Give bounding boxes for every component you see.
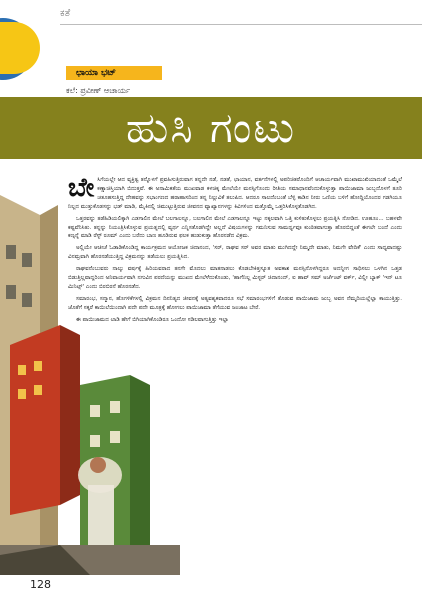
article-body — [68, 173, 402, 328]
author-name: ಛಾಯಾ ಭಟ್ — [76, 68, 116, 78]
paragraph: ಬೇಸಿಗೆಯಲ್ಲೇ ಆದ ವ್ಯಕ್ತಿತ್ವ ತನ್ನೊಳಗೆ ಪ್ರವಹಿಸುತ್ತಿರುವಾಗ ತನ್ನದೇ ನಡೆ, ನಡತೆ, ಛಾಯಾನ, ವರ್ತನೆಗಳಲ್ಲಿ ಅಪರಿಚಿತರೊಂದಿಗೆ ಆಚಾರ್ಯವಾಗಿ ಮುಖಾಮುಖಿಯಾದಂತೆ ಒಮ್ಮೆಲೆ ಕಣ್ಣಾಚಿಸ್ತಿಯಾಗಿ ಬಿದುತ್ತವೆ. ಈ ಅನಾಮಿಕತೆಯ ಮುಖವಾಡ ಕಳಚಿಕ್ಕ ಮೇಲೆಯೇ ಮನಸ್ಸಿಗೊಂದು ರೀತಿಯ ಸಮಾಧಾನವೆಂದುಕೊಳ್ಳುತ್ತಾ ಪಾಯಿಜಾಮಾ ಜುಬ್ಬದೊಳಗೆ ತೂರಿ ಚತೂಹಸುತ್ತಿದ್ದ ದೇಹವನ್ನು ಸಭಾಂಗಣದ ಹರಾಹಾಸದಿಂದ ತನ್ನ ನಿಲ್ಲುವಿಕೆ ತಲುಪಿದ. ಆದರೂ ಸಾಲದೆಂಬಂತೆ ಬೆಳ್ಳಿ ಕಾಡಿನ ನೀರು ಒಣಿಯ ಬಳಿಗೆ ಹೋದ್ದಿಯೊಂದರ ಗಡಗಿಯೂ ನಿಲ್ಲದ ಮುತ್ತುಕೊಡಸನ್ನು ಭಡ್ ಮಾಡಿ, ಮೈಕಿನಲ್ಲಿ ಚಿಮುಟ್ಟುತ್ತಿರುವ ಜೀವನದ ವ್ಯಾಖ್ಯಾನಗಳನ್ನು ಕಿವಿಗಳಿಂದ ಮತ್ತೊಮ್ಮೆ ಒತ್ತರಿಸಿಕೊಳ್ಳತೊಡಗಿದ. — [68, 173, 402, 210]
paragraph: ಈ ಪಾಯಿಜಾಮದ ಲಾಡಿ ಹೇಗೆ ಬಿಗಿಯಾಗಿಕೊಂಡಿರೂ ಒಂದೋ ಸಡಿಲವಾಗುತ್ತಿತ್ತು ಇಲ್ಲಾ — [76, 316, 229, 323]
paragraph: ಸಮಾರಂಭ, ಸನ್ಮಾನ, ಹೊಗಳಿಕೆಗಳಲ್ಲಿ ವಿಕ್ರಮನ ದಿನನಿತ್ಯದ ಜೀವನಕ್ಕೆ ಅತ್ಯವಶ್ಯಕವಾದರೂ ಸಭೆ ಸಮಾರಂಭಗಳಿಗೆ ತೊಡುವ ಪಾಯಿಜಾಮ ಜುಬ್ಬ ಅವನ ನೆಮ್ಮದಿಯಲ್ಲೆಲ್ಲಾ ಕಾಯುತ್ತಿತ್ತು. ಜೊತೆಗೆ ಸಕ್ಕರೆ ಕಾಯಿಲೆಯಿಂದಾಗಿ ಪದೇ ಪದೇ ಮೂತ್ರಕ್ಕೆ ಹೋಗಲು ಪಾಯಿಜಾಮಾ ತೆಗೆಯುವ ಜಂಜಾಟ ಬೇರೆ. — [68, 295, 402, 311]
drop-cap: ಬೇ — [68, 173, 95, 203]
header-rule — [60, 24, 422, 25]
paragraph: ಒತ್ತರವನ್ನು ತಡೆಹಿಡಿಯಲಿಕ್ಕಾಗಿ ಎಡಗಾಲಿನ ಮೇಲೆ ಬಲಗಾಲನ್ನೂ, ಬಲಗಾಲಿನ ಮೇಲೆ ಎಡಗಾಲನ್ನೂ ಇಟ್ಟು ನಕ್ಕಲವಾಗಿ ಒತ್ತಿ ಕುಳಿತುಕೊಳ್ಳಲು ಪ್ರಯತ್ನಿಸಿ ನೋಡಿದ. ಊಹೂಂ... ಬಹಳವೇ ಕಷ್ಟವೆನಿಸಿತು. ತನ್ನನ್ನು ನಿಯಂತ್ರಿಸಿಕೊಳ್ಳುವ ಪ್ರಯತ್ನದಲ್ಲಿ ವ್ಯರ್ಥ ಎನ್ನಿಸತೊಡಗಿದ್ದೇ ಅಲ್ಲದೆ ವಿಷಯಗಳನ್ನು ಗಮನಿಸುವ ಸಾಮರ್ಥ್ಯವೂ ಕುಂಠಿತವಾಗುತ್ತಾ ಹೊರಬಿದ್ದಂತೆ ಈಗಲೇ ಬಂದೆ ಎಂದು ಕಣ್ಸನ್ನೆ ಮಾಡಿ ರೆಸ್ಟ್ ರೂಮ್ ಎಂದು ಬರೆದು ಬಾಣ ಹೂಡಿರುವ ಫಲಕ ಹುಡುಕುತ್ತಾ ಹೊರನಡೆದ ವಿಕ್ರಮ. — [68, 215, 402, 240]
section-label: ಕತೆ — [60, 8, 71, 19]
paragraph: ರಾಘವನೆಂಬುವರು ನಾಲ್ಕು ವರ್ಷಕ್ಕೆ ಹಿರಿಯವರಾದ ತನಗೇ ಮೊದಲು ಮಾತನಾಡಲು ಕೊಡಬೇಕಿತ್ತಸ್ಯೂತ ಅವಕಾಶ ಮನಸ್ಸಿನೊಳಗಿದ್ದರೂ ಅದನ್ನೀಗ ಸಾಧಿಸಲು ಒಳಗಿನ ಒತ್ತಡ ಬಿಡುತ್ತಿಲ್ಲವಾದ್ದರಿಂದ ಅನಿವಾರ್ಯವಾಗಿ ನಗುವಿನ ಪರದೆಯನ್ನು ಮುಖದ ಮೇಲೆಳೆದುಕೊಂಡು, 'ಹಾಗೆನಿಲ್ಲ ಮಿಸ್ಟರ್ ಚಿದಾನಂದ್, ಐ ಹಾವ್ ಸಮ್ ಅರ್ಜೆಂಟ್ ವರ್ಕ್, ವಿಲ್ಲೀ ಬ್ಯಾಕ್ 'ಇನ್ ಟೂ ಮಿನಿಟ್ಸ್' ಎಂದು ಬಿರಬಿರನೆ ಹೊರನಡೆದ. — [68, 266, 402, 290]
decorative-yellow-shape — [0, 22, 40, 74]
paragraph: ಅಲ್ಲಿಯೇ ಆಚೀಚೆ ಓಡಾಡಿಕೊಂಡಿದ್ದ ಕಾರ್ಯಕ್ರಮದ ಆಯೋಜಕ ಚಿದಾನಂದ, 'ಸರ್, ರಾಘವ ಸರ್ ಅವರ ಮಾತು ಮುಗಿದದ್ದೇ ನಿಮ್ಮದೇ ಮಾತು, ನಿಮಗೇ ವೇದಿಕೆ' ಎಂದು ಸಾಧ್ಯವಾದಷ್ಟು ವಿನಮ್ರವಾಗಿ ಹೊರನಡೆಯುತ್ತಿದ್ದ ವಿಕ್ರಮನನ್ನು ತಡೆಯಲು ಪ್ರಯತ್ನಿಸಿದ. — [68, 245, 402, 261]
illustration-credit: ಕಲೆ: ಪ್ರವೀಣ್ ಆಚಾರ್ಯ — [66, 86, 131, 95]
page-number: 128 — [30, 578, 51, 591]
story-title: ಹುಸಿ ಗಂಟು — [125, 103, 297, 152]
